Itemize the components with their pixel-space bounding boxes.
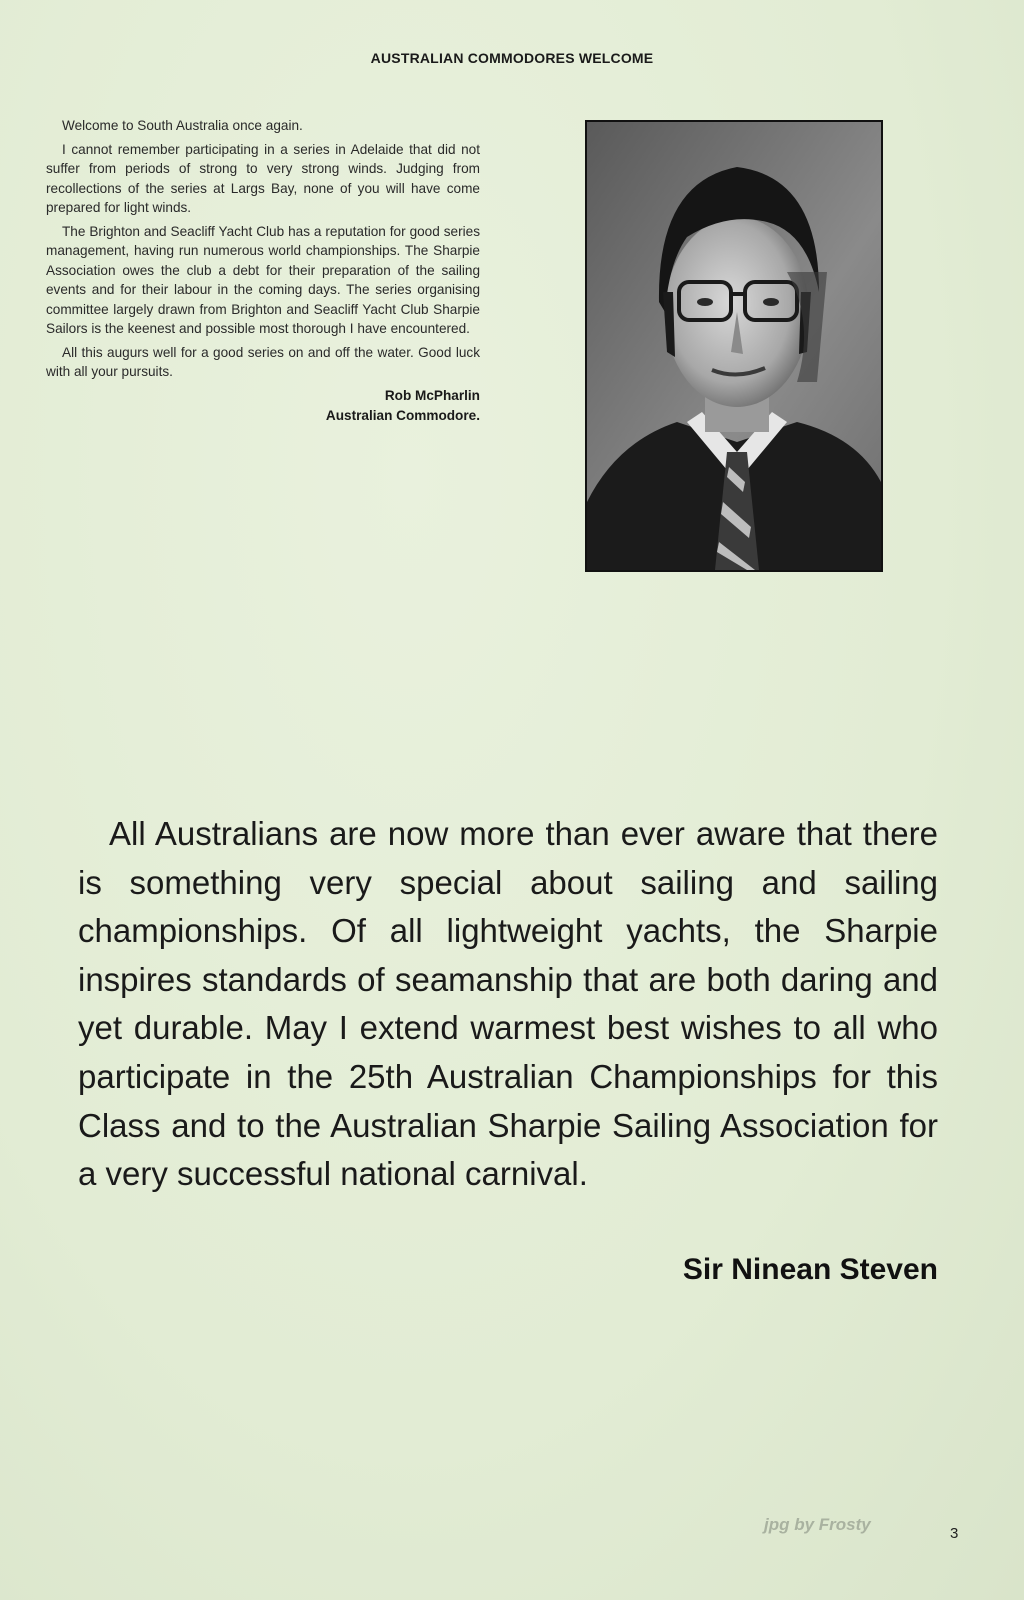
signature-name: Rob McPharlin (384, 387, 480, 403)
letter-paragraph-4: All this augurs well for a good series on and off the water. Good luck with all your pursuits. (46, 344, 480, 379)
watermark: jpg by Frosty (764, 1515, 871, 1534)
commodore-letter (46, 116, 480, 426)
quote-author: Sir Ninean Steven (682, 1253, 938, 1286)
letter-paragraph-3: The Brighton and Seacliff Yacht Club has a reputation for good series management, having run numerous world championships. The Sharpie Association owes the club a debt for their preparation of the sailing events and for their labour in the coming days. The series organising committee largely drawn from Brighton and Seacliff Yacht Club Sharpie Sailors is the keenest and possible most thorough I have encountered. (46, 223, 480, 336)
page-header: AUSTRALIAN COMMODORES WELCOME (370, 50, 654, 66)
portrait-photo-icon (587, 122, 881, 570)
letter-paragraph-2: I cannot remember participating in a series in Adelaide that did not suffer from periods of strong to very strong winds. Judging from recollections of the series at Largs Bay, none of you will have come prepared for light winds. (46, 141, 480, 215)
letter-signoff (46, 386, 480, 426)
quote-text: All Australians are now more than ever aware that there is something very special about sailing and sailing championships. Of all lightweight yachts, the Sharpie inspires standards of seamanship that are both daring and yet durable. May I extend warmest best wishes to all who participate in the 25th Australian Championships for this Class and to the Australian Sharpie Sailing Association for a very successful national carnival. (78, 815, 938, 1193)
steven-quote (78, 810, 938, 1199)
letter-paragraph-1: Welcome to South Australia once again. (62, 118, 303, 133)
signature-title: Australian Commodore. (325, 407, 480, 423)
page-number: 3 (950, 1525, 959, 1542)
portrait-photo (585, 120, 883, 572)
